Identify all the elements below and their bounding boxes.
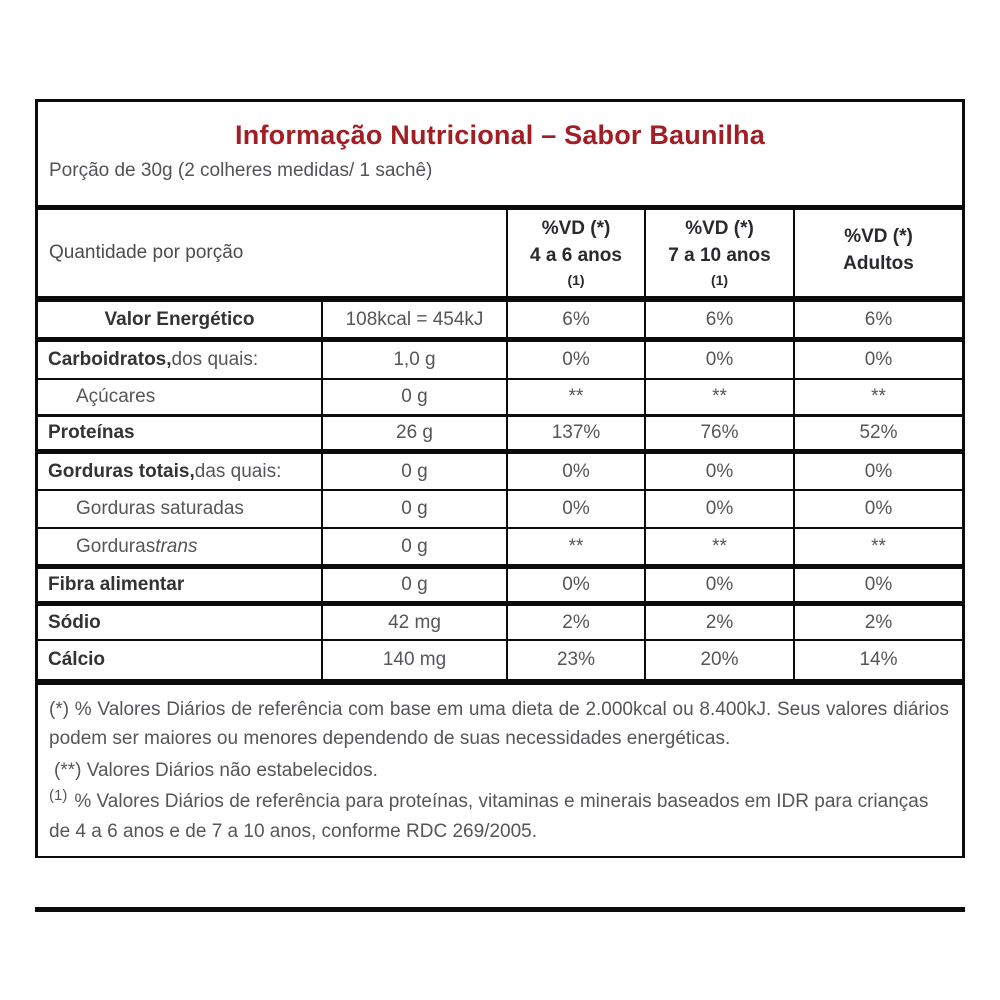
footnote-daily-values: (*) % Valores Diários de referência com base em uma dieta de 2.000kcal ou 8.400kJ. Seus valores diários podem ser maiores ou menores dependendo de suas necessidades energéticas. (49, 699, 949, 749)
row-carboidratos (38, 342, 962, 380)
cell-vd-adults: 0% (793, 569, 962, 601)
cell-vd-7-10: 2% (644, 606, 793, 639)
cell-vd-4-6: 0% (506, 454, 644, 489)
vd-ref-note: (1) (710, 272, 729, 288)
cell-vd-7-10: 0% (644, 454, 793, 489)
nutrient-label: Açúcares (76, 386, 156, 407)
cell-vd-7-10: 0% (644, 342, 793, 378)
cell-amount: 0 g (321, 529, 506, 564)
nutrient-label: Cálcio (48, 649, 106, 670)
cell-amount: 140 mg (321, 641, 506, 679)
cell-vd-7-10: ** (644, 380, 793, 414)
title-section (38, 102, 962, 210)
cell-vd-4-6: ** (506, 529, 644, 564)
column-header-vd-adults (793, 210, 962, 296)
nutrition-facts-box (35, 99, 965, 858)
cell-vd-adults: 6% (793, 302, 962, 337)
row-calcio (38, 641, 962, 679)
footnote-idr-text: % Valores Diários de referência para proteínas, vitaminas e minerais baseados em IDR para crianças de 4 a 6 anos e de 7 a 10 anos, conforme RDC 269/2005. (49, 791, 929, 842)
table-header-row (38, 210, 962, 302)
row-acucares (38, 380, 962, 417)
cell-vd-7-10: 6% (644, 302, 793, 337)
table-body (38, 302, 962, 685)
cell-amount: 26 g (321, 417, 506, 449)
row-gorduras-saturadas (38, 491, 962, 529)
footnote-idr (49, 787, 949, 846)
cell-amount: 42 mg (321, 606, 506, 639)
cell-vd-adults: ** (793, 380, 962, 414)
vd-pct-label: %VD (*) (844, 226, 913, 247)
cell-vd-4-6: 2% (506, 606, 644, 639)
cell-vd-7-10: 0% (644, 491, 793, 527)
cell-vd-adults: 0% (793, 491, 962, 527)
row-sodio (38, 606, 962, 641)
cell-amount: 0 g (321, 454, 506, 489)
cell-amount: 0 g (321, 569, 506, 601)
page-title: Informação Nutricional – Sabor Baunilha (235, 120, 765, 150)
cell-vd-4-6: ** (506, 380, 644, 414)
footnote-idr-superscript: (1) (49, 787, 68, 804)
cell-amount: 1,0 g (321, 342, 506, 378)
nutrient-label: Fibra alimentar (48, 574, 185, 595)
row-gorduras-totais (38, 454, 962, 491)
cell-vd-4-6: 0% (506, 569, 644, 601)
cell-vd-7-10: 76% (644, 417, 793, 449)
bottom-edge-line (35, 904, 965, 912)
cell-vd-7-10: 20% (644, 641, 793, 679)
footnotes-section (38, 685, 962, 856)
vd-pct-label: %VD (*) (541, 218, 611, 239)
cell-vd-4-6: 0% (506, 491, 644, 527)
nutrient-label: Valor Energético (104, 308, 255, 330)
cell-vd-4-6: 0% (506, 342, 644, 378)
cell-amount: 0 g (321, 491, 506, 527)
nutrient-label: Carboidratos, dos quais: (48, 349, 259, 370)
cell-vd-4-6: 6% (506, 302, 644, 337)
cell-vd-7-10: 0% (644, 569, 793, 601)
cell-vd-adults: 0% (793, 454, 962, 489)
row-proteinas (38, 417, 962, 454)
nutrient-label: Gorduras trans (76, 535, 198, 557)
cell-amount: 0 g (321, 380, 506, 414)
cell-vd-adults: 2% (793, 606, 962, 639)
cell-vd-7-10: ** (644, 529, 793, 564)
column-header-vd-4-6 (506, 210, 644, 296)
nutrient-label: Sódio (48, 611, 101, 633)
vd-group-label: Adultos (843, 253, 914, 274)
footnote-not-established: (**) Valores Diários não estabelecidos. (54, 760, 378, 781)
nutrient-label: Gorduras saturadas (76, 498, 244, 519)
nutrient-label: Gorduras totais, das quais: (48, 460, 282, 482)
column-header-vd-7-10 (644, 210, 793, 296)
cell-vd-adults: 52% (793, 417, 962, 449)
row-fibra-alimentar (38, 569, 962, 606)
cell-vd-4-6: 137% (506, 417, 644, 449)
cell-vd-adults: 0% (793, 342, 962, 378)
column-header-quantity: Quantidade por porção (49, 242, 244, 263)
serving-size-text: Porção de 30g (2 colheres medidas/ 1 sachê) (49, 160, 433, 181)
vd-pct-label: %VD (*) (685, 218, 754, 239)
cell-vd-adults: 14% (793, 641, 962, 679)
row-valor-energetico (38, 302, 962, 342)
cell-amount: 108kcal = 454kJ (321, 302, 506, 337)
cell-vd-adults: ** (793, 529, 962, 564)
vd-group-label: 7 a 10 anos (668, 245, 771, 266)
nutrient-label: Proteínas (48, 422, 135, 443)
cell-vd-4-6: 23% (506, 641, 644, 679)
row-gorduras-trans (38, 529, 962, 569)
vd-ref-note: (1) (567, 272, 585, 288)
vd-group-label: 4 a 6 anos (530, 245, 622, 266)
